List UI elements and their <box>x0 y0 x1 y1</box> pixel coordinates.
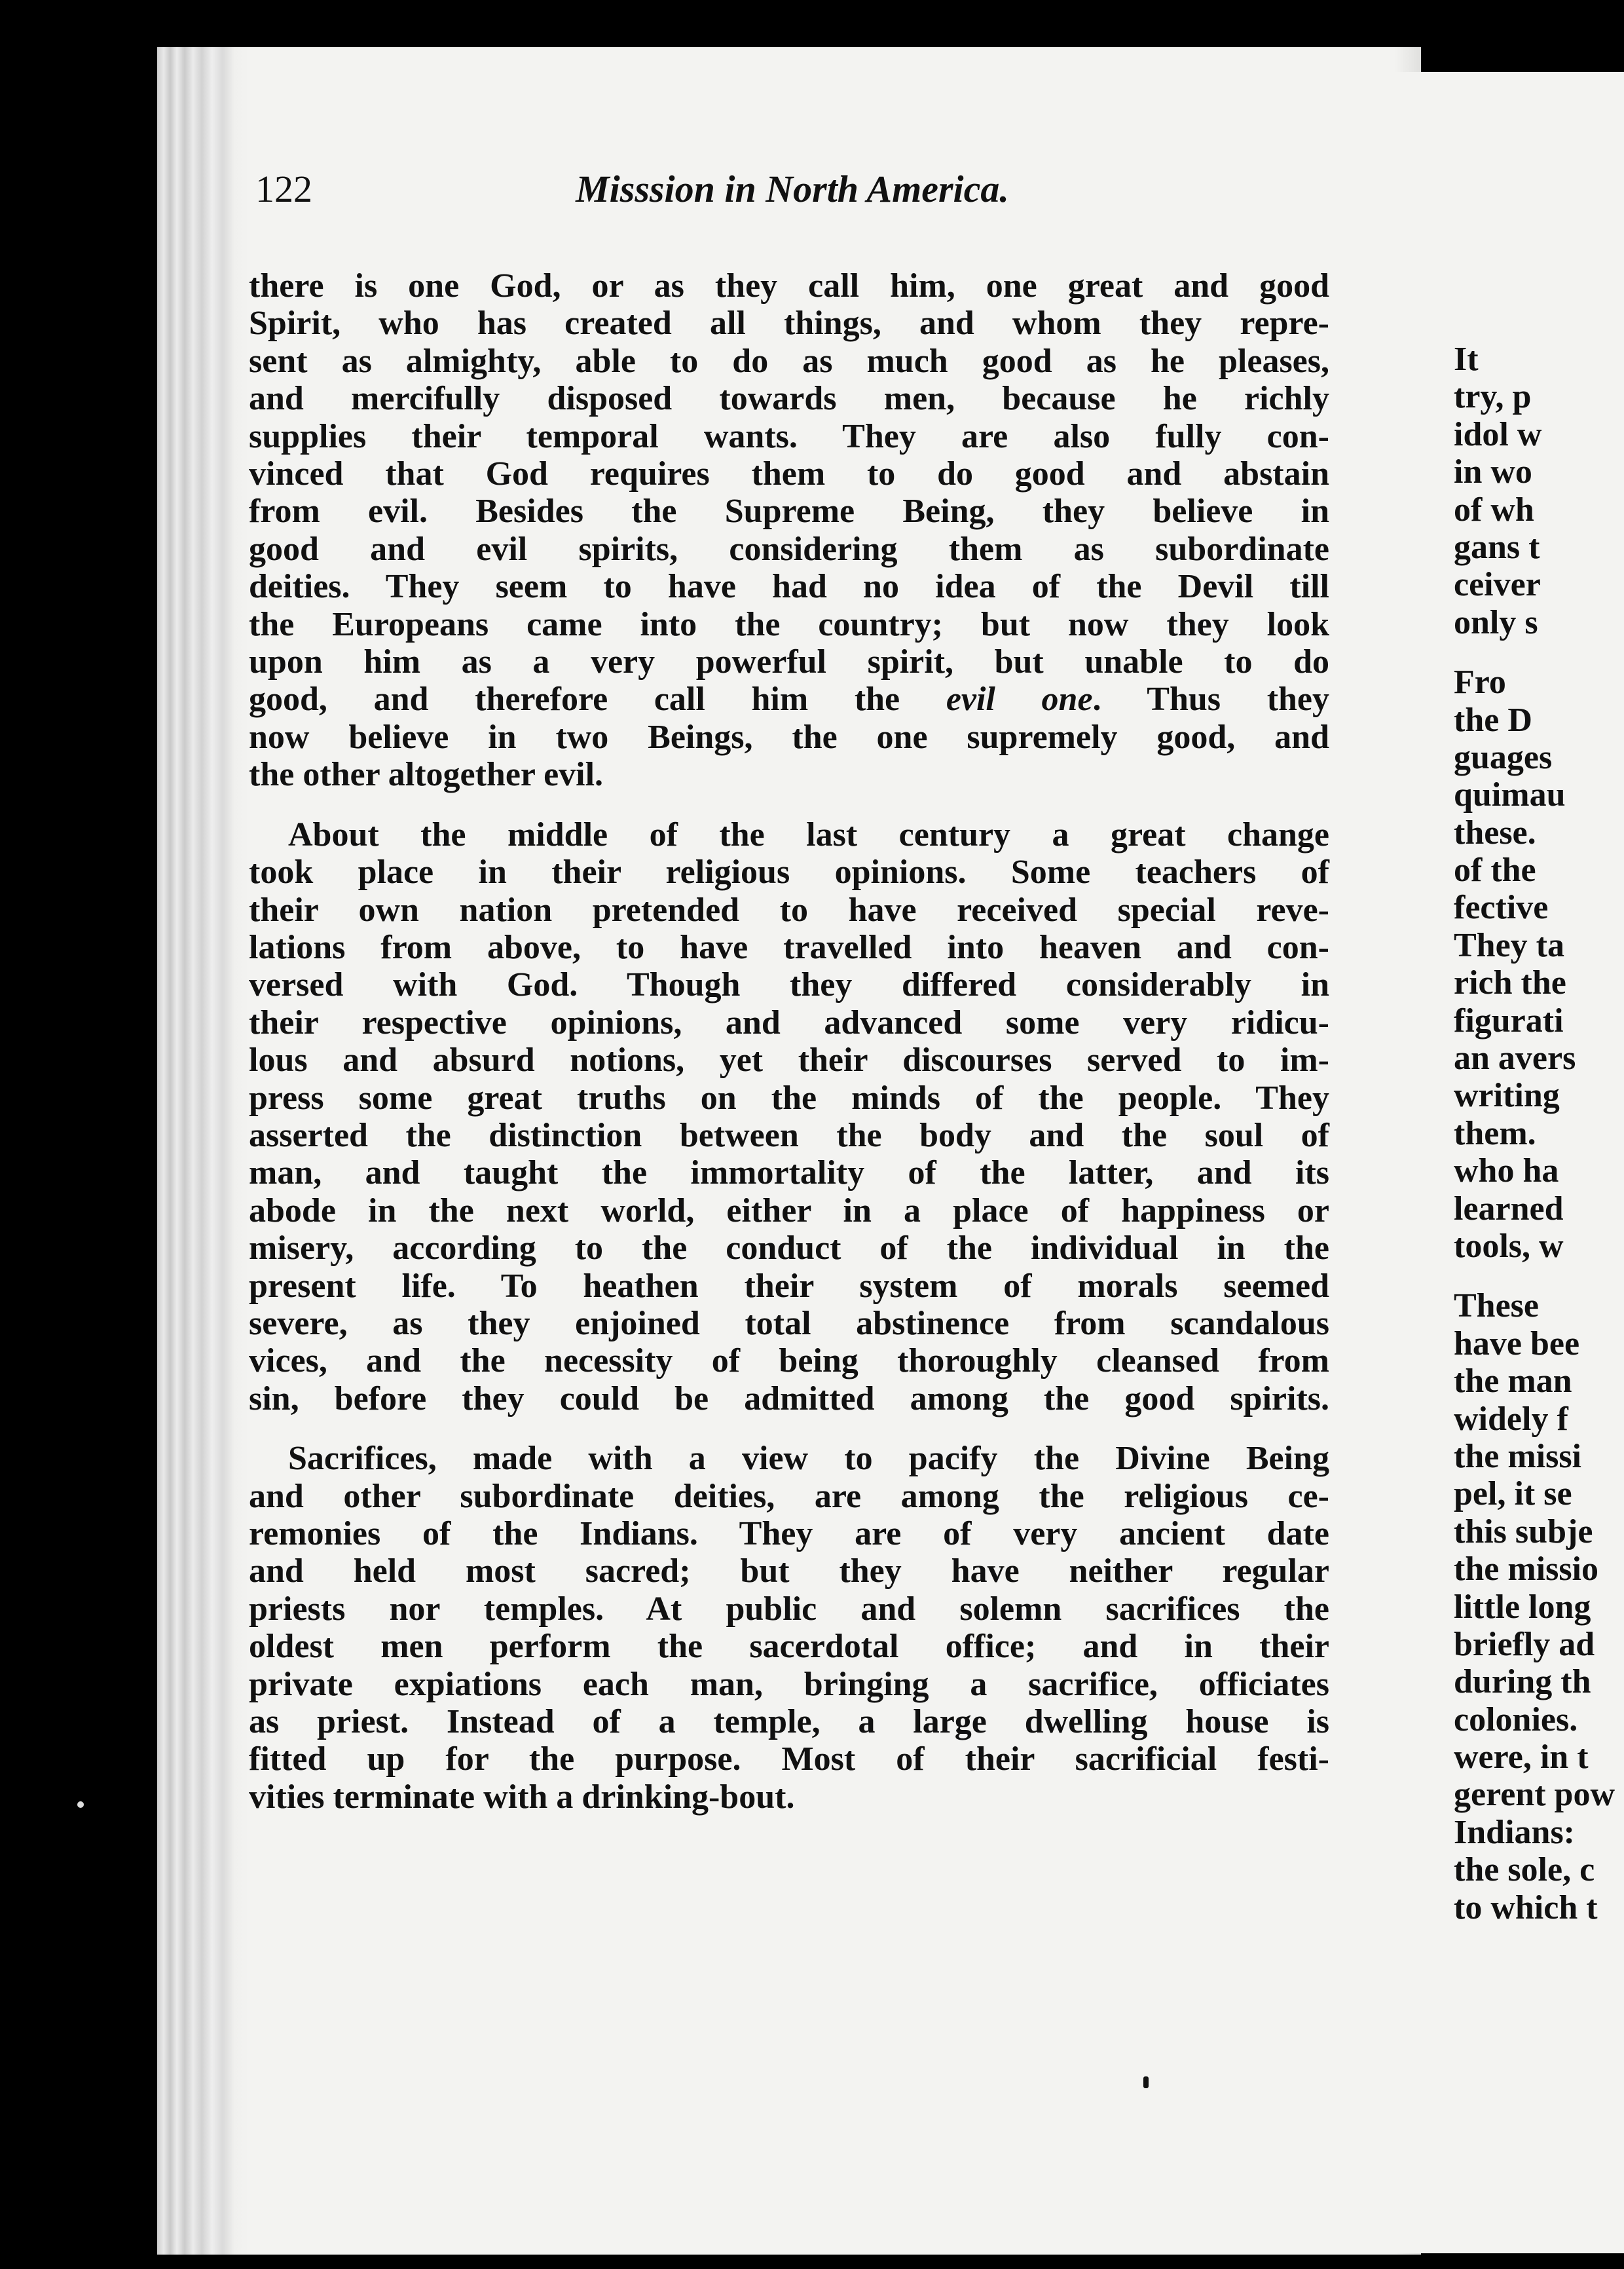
running-title: Misssion in North America. <box>576 168 1009 210</box>
facing-line: the missi <box>1454 1437 1581 1475</box>
facing-page <box>1388 72 1624 2253</box>
page-header <box>255 167 1329 219</box>
ink-speck <box>77 1801 84 1808</box>
facing-line: It <box>1454 341 1479 378</box>
facing-line: colonies. <box>1454 1700 1578 1738</box>
facing-line: tools, w <box>1454 1227 1564 1265</box>
facing-line: who ha <box>1454 1152 1559 1190</box>
paragraph-2 <box>249 816 1329 1418</box>
text-line: the Europeans came into the country; but now they look <box>249 605 1329 643</box>
facing-line: guages <box>1454 738 1553 776</box>
text-line: upon him as a very powerful spirit, but unable to do <box>249 643 1329 681</box>
facing-line: in wo <box>1454 453 1532 491</box>
text-line: sent as almighty, able to do as much good as he pleases, <box>249 342 1329 380</box>
facing-line: the D <box>1454 701 1532 739</box>
facing-line: pel, it se <box>1454 1475 1572 1513</box>
italic-phrase: evil one <box>946 681 1093 719</box>
facing-line: quimau <box>1454 776 1566 814</box>
text-line: took place in their religious opinions. Some teachers of <box>249 853 1329 891</box>
facing-line: idol w <box>1454 415 1542 453</box>
facing-page-text <box>1454 341 1615 1926</box>
text-line: vices, and the necessity of being thoroughly cleansed from <box>249 1342 1329 1380</box>
facing-line: gans t <box>1454 528 1540 566</box>
text-line: misery, according to the conduct of the individual in the <box>249 1229 1329 1267</box>
facing-line: Fro <box>1454 664 1506 702</box>
facing-line: were, in t <box>1454 1738 1589 1776</box>
text-line: asserted the distinction between the body and the soul of <box>249 1116 1329 1154</box>
text-line: priests nor temples. At public and solemn sacrifices the <box>249 1590 1329 1628</box>
paragraph-1 <box>249 267 1329 794</box>
text-line: and other subordinate deities, are among the religious ce- <box>249 1477 1329 1515</box>
text-line: and held most sacred; but they have neither regular <box>249 1552 1329 1590</box>
facing-line: writing <box>1454 1077 1560 1115</box>
paragraph-3 <box>249 1440 1329 1816</box>
page-number: 122 <box>255 168 312 210</box>
facing-line: try, p <box>1454 378 1532 416</box>
facing-line: have bee <box>1454 1324 1580 1362</box>
facing-line: the missio <box>1454 1550 1598 1588</box>
facing-line: of the <box>1454 852 1536 890</box>
facing-line: them. <box>1454 1114 1536 1152</box>
ink-speck <box>1143 2076 1149 2088</box>
text-line: vinced that God requires them to do good and abstain <box>249 455 1329 493</box>
text-line: lations from above, to have travelled into heaven and con- <box>249 928 1329 966</box>
facing-line: They ta <box>1454 926 1564 964</box>
facing-line: the man <box>1454 1362 1572 1400</box>
text-line: supplies their temporal wants. They are also fully con- <box>249 417 1329 455</box>
text-line: good, and therefore call him the evil one. Thus they <box>249 681 1330 719</box>
text-line: Spirit, who has created all things, and whom they repre- <box>249 305 1329 343</box>
text-line: their own nation pretended to have received special reve- <box>249 891 1329 929</box>
facing-line: this subje <box>1454 1512 1593 1550</box>
text-line: and mercifully disposed towards men, because he richly <box>249 380 1329 418</box>
text-line: About the middle of the last century a great change <box>288 816 1329 853</box>
facing-line: fective <box>1454 889 1549 927</box>
facing-line: little long <box>1454 1588 1591 1626</box>
facing-line: widely f <box>1454 1400 1568 1438</box>
facing-line: rich the <box>1454 964 1566 1002</box>
facing-line: These <box>1454 1287 1539 1325</box>
facing-line: the sole, c <box>1454 1851 1595 1889</box>
text-line: Sacrifices, made with a view to pacify the Divine Being <box>288 1440 1329 1478</box>
facing-line: ceiver <box>1454 566 1541 604</box>
facing-line: to which t <box>1454 1888 1598 1926</box>
text-line: oldest men perform the sacerdotal office; and in their <box>249 1628 1329 1666</box>
body-text <box>249 267 1329 1816</box>
text-line: severe, as they enjoined total abstinence from scandalous <box>249 1304 1329 1342</box>
text-line: good and evil spirits, considering them as subordinate <box>249 530 1329 568</box>
text-line: fitted up for the purpose. Most of their sacrificial festi- <box>249 1740 1329 1778</box>
facing-line: Indians: <box>1454 1813 1575 1851</box>
text-line: present life. To heathen their system of morals seemed <box>249 1267 1329 1305</box>
text-line: remonies of the Indians. They are of very ancient date <box>249 1515 1329 1552</box>
text-line: private expiations each man, bringing a sacrifice, officiates <box>249 1665 1329 1703</box>
text-line: deities. They seem to have had no idea of the Devil till <box>249 568 1329 606</box>
text-line: man, and taught the immortality of the latter, and its <box>249 1154 1329 1192</box>
text-line: now believe in two Beings, the one supremely good, and <box>249 718 1329 756</box>
text-line: versed with God. Though they differed considerably in <box>249 966 1329 1004</box>
text-line: sin, before they could be admitted among the good spirits. <box>249 1379 1329 1417</box>
facing-line: gerent pow <box>1454 1776 1615 1814</box>
facing-line: during th <box>1454 1663 1591 1701</box>
facing-line: an avers <box>1454 1040 1576 1078</box>
text-line: abode in the next world, either in a place of happiness or <box>249 1191 1329 1229</box>
page-edge-shading <box>157 47 249 2255</box>
facing-line: briefly ad <box>1454 1625 1595 1663</box>
text-line: lous and absurd notions, yet their discourses served to im- <box>249 1041 1329 1079</box>
text-line: their respective opinions, and advanced some very ridicu- <box>249 1003 1329 1041</box>
text-line: from evil. Besides the Supreme Being, they believe in <box>249 493 1329 531</box>
text-line: press some great truths on the minds of the people. They <box>249 1079 1329 1117</box>
facing-line: of wh <box>1454 491 1534 529</box>
text-line: as priest. Instead of a temple, a large dwelling house is <box>249 1703 1329 1741</box>
text-line: vities terminate with a drinking-bout. <box>249 1778 795 1816</box>
facing-line: learned <box>1454 1190 1564 1228</box>
text-line: the other altogether evil. <box>249 756 604 794</box>
facing-line: only s <box>1454 603 1538 641</box>
text-line: there is one God, or as they call him, one great and good <box>249 267 1329 305</box>
facing-line: these. <box>1454 814 1536 852</box>
facing-line: figurati <box>1454 1002 1564 1040</box>
